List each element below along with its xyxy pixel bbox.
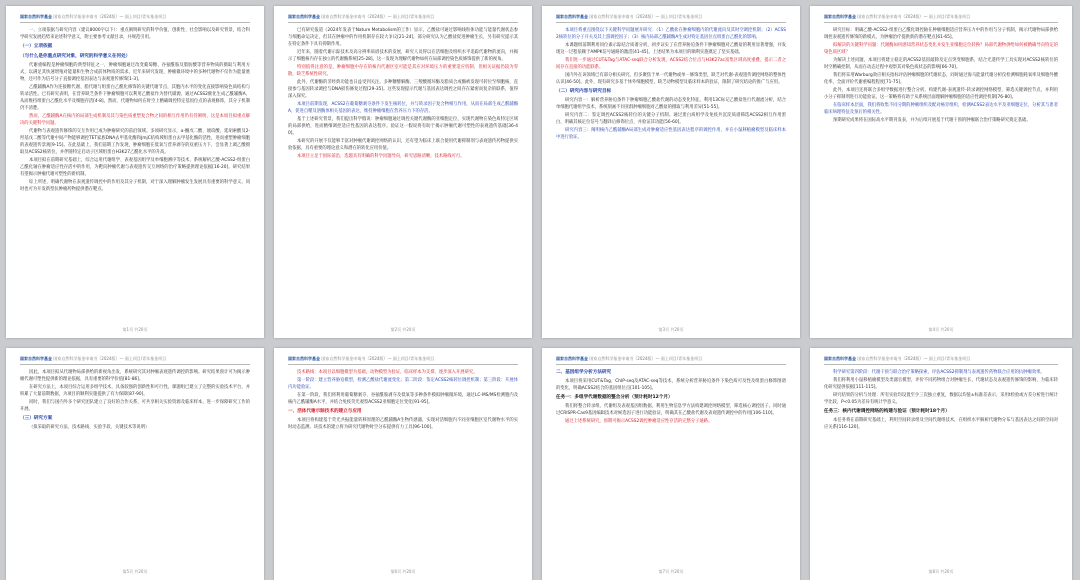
footer-suffix: 页 共20页 [935,569,954,574]
paragraph: 本项目前期发现，ACSS2在葡萄糖剥夺条件下发生核转位，并与转录因子复合物相互作用，从而在局部生成乙酰辅酶A，促进自噬及溶酶体相关基因的表达，维持肿瘤细胞在营养压力下的存活。 [288,102,518,114]
page-footer [6,569,264,575]
paragraph: 综上所述，明确代谢物在表观遗传调控中的作用及其分子机制，对于深入理解肿瘤发生发展具有重要的科学意义，同时也可为开发新型抗肿瘤药物提供潜在靶点。 [20,180,250,192]
footer-suffix: 页 共20页 [665,327,684,332]
header-logo-text: 国家自然科学基金 [288,356,320,361]
footer-suffix: 页 共20页 [397,327,416,332]
paragraph: 本项目将构建基于荧光共振能量转移原理的乙酰辅酶A生物传感器，实现对活细胞内不同亚细胞区室代谢物水平的实时动态监测。该技术的建立将为研究代谢物时空分布提供有力工具[96-100]。 [288,418,518,430]
document-page-5 [6,348,264,580]
paragraph: （拟采取的研究方法、技术路线、实验手段、关键技术等说明） [29,425,150,430]
page-header [288,356,518,365]
header-logo-text: 国家自然科学基金 [20,356,52,361]
header-title: 国家自然科学基金申请书（2024版）— 面上项目/青年基金项目 [321,14,435,19]
header-logo-text: 国家自然科学基金 [556,356,588,361]
footer-prefix: 第 [390,327,395,332]
paragraph: 在研究方法上，本项目综合运用多组学技术，具备较强的创新性和可行性。课题组已建立了完整的实验技术平台，并积累了大量前期数据，为项目的顺利实施提供了有力保障[87-90]。 [20,385,250,397]
paragraph: 基于上述研究背景，我们提出科学假说：肿瘤细胞通过调控关键代谢酶的亚细胞定位，实现代谢物在染色质特定区域的局部供给，进而精细调控适应性基因的表达程序。验证这一假说将有助于揭示肿瘤代谢可塑性的表观遗传基础[36-40]。 [288,117,518,136]
header-title: 国家自然科学基金申请书（2024版）— 面上项目/青年基金项目 [53,14,167,19]
paragraph: 本项目将采用CUT&Tag、ChIP-seq及ATAC-seq等技术，系统分析营养胁迫条件下染色质可及性及组蛋白修饰图谱的变化，明确ACSS2结合的基因组位点[101-105]。 [556,379,786,391]
paragraph: 代谢重编程是肿瘤细胞的典型特征之一，肿瘤细胞通过改变葡萄糖、谷氨酰胺及脂肪酸等营养物质的摄取与利用方式，以满足其快速增殖对能量和生物合成前体物质的需求。近年来研究发现，肿瘤微环境中的多种代谢物不仅作为能量底物，还可作为信号分子直接调控基因表达与表观遗传修饰[1-3]。 [20,63,250,82]
page-header [20,14,250,23]
footer-prefix: 第 [122,327,127,332]
page-footer [6,327,264,333]
paragraph: 然而，乙酰辅酶A在核内的局部生成机制及其与染色质重塑复合物之间的相互作用仍有待阐明，这是本项目拟重点解决的关键科学问题。 [20,114,250,126]
paragraph: 此外，本项目还将联合多组学数据进行整合分析，构建代谢-表观遗传-转录调控网络模型，筛选关键调控节点，并利用小分子抑制剂进行功能验证。这一策略将有助于从系统层面理解肿瘤细胞的适应性调控机制[76-80]。 [824,88,1058,100]
page-header [824,356,1058,365]
paragraph: 我们将利用小鼠移植瘤模型及类器官模型，评价不同药物组合对肿瘤生长、代谢状态及表观遗传修饰的影响，为临床转化研究提供依据[111-115]。 [824,378,1058,390]
paragraph: 研究结果的分析与处理：所有实验均设置至少三次独立重复，数据以均值±标准差表示，采用t检验或方差分析进行统计学比较，P<0.05为差异有统计学意义。 [824,393,1058,405]
page-number: 3 [662,327,666,332]
document-page-1 [6,6,264,338]
paragraph: 研究内容一：解析营养胁迫条件下肿瘤细胞乙酸盐代谢的动态变化特征。利用13C标记乙酸盐进行代谢流分析，结合单细胞代谢组学技术，系统刻画不同亚群肿瘤细胞对乙酸盐的摄取与利用差异[51-55]。 [556,98,786,110]
header-logo-text: 国家自然科学基金 [20,14,52,19]
header-title: 国家自然科学基金申请书（2024版）— 面上项目/青年基金项目 [857,356,971,361]
footer-prefix: 第 [928,327,933,332]
paragraph: 第一阶段：建立营养胁迫模型，检测乙酸盐代谢流变化；第二阶段：鉴定ACSS2核转位调控机制；第三阶段：开展体内功能验证。 [288,378,518,390]
paragraph: 为解决上述问题，本项目将建立稳定的ACSS2基因敲除及定点突变细胞系，结合光遗传学工具实现对ACSS2核转位的时空精确控制，从而在动态过程中观察其对染色质状态的影响[66-70]。 [824,58,1058,70]
section-heading: 任务一：多组学代谢数据的整合分析（预计耗时12个月） [556,395,673,400]
header-title: 国家自然科学基金申请书（2024版）— 面上项目/青年基金项目 [53,356,167,361]
header-logo-text: 国家自然科学基金 [288,14,320,19]
page-header [288,14,518,23]
paragraph: 通过上述系统研究，预期可揭示ACSS2调控肿瘤适应性存活的完整分子通路。 [565,419,713,424]
paragraph: 科学研究第四阶段：代谢干预与联合治疗策略探索，评估ACSS2抑制剂与表观遗传药物联合应用的抗肿瘤效果。 [833,370,1045,375]
header-title: 国家自然科学基金申请书（2024版）— 面上项目/青年基金项目 [589,356,703,361]
document-page-2 [274,6,532,338]
header-title: 国家自然科学基金申请书（2024版）— 面上项目/青年基金项目 [589,14,703,19]
page-footer [274,569,532,575]
paragraph: 本研究的开展不仅能够丰富对肿瘤代谢调控网络的认识，还有望为临床上联合使用代谢抑制剂与表观遗传药物提供实验依据，具有重要的理论意义和潜在的转化应用价值。 [288,139,518,151]
page-header [824,14,1058,23]
document-page-6 [274,348,532,580]
document-page-8 [810,348,1072,580]
page-header [20,356,250,365]
document-page-4 [810,6,1072,338]
footer-suffix: 页 共20页 [935,327,954,332]
paragraph: 研究内容三：阐明核内乙酰辅酶A局部生成对肿瘤适应性基因表达程序的调控作用，并在小鼠移植瘤模型及临床样本中进行验证。 [556,128,786,140]
paragraph: 在第一阶段，我们将利用葡萄糖剥夺、谷氨酰胺剥夺及低氧等多种条件模拟肿瘤微环境，通过LC-MS/MS检测胞内及核内乙酰辅酶A水平，并结合免疫荧光观察ACSS2亚细胞定位变化[91-95]。 [288,393,518,405]
page-number: 5 [126,569,130,574]
paragraph: 乙酰辅酶A作为连接糖代谢、脂代谢与组蛋白乙酰化修饰的关键代谢节点，其胞内水平的变化直接影响染色质结构与转录活性。已有研究表明，在营养缺乏条件下肿瘤细胞可以利用乙酸盐作为替代碳源，通过ACSS2催化生成乙酰辅酶A，从而维持组蛋白乙酰化水平及细胞存活[4-8]。然而，代谢物如何在时空上精确调控特定基因位点的表观修饰，其分子机制仍不清楚。 [20,85,250,111]
paragraph: 代谢物与表观遗传修饰的交互作用已成为肿瘤研究的前沿领域。多项研究显示，α-酮戊二酸、琥珀酸、延胡索酸及2-羟基戊二酸等代谢中间产物能够调控TET家族DNA去甲基化酶和JmjC结构域组蛋白去甲基化酶的活性，进而重塑肿瘤细胞的表观遗传景观[9-15]。在此基础上，我们前期工作发现，肿瘤细胞在低氧与营养剥夺的双重压力下，会显著上调乙酸摄取及ACSS2核转位，并伴随特定启动子区域组蛋白H3K27乙酰化水平的升高。 [20,129,250,155]
page-number: 1 [126,327,130,332]
section-heading: 一、活体代谢示踪技术的建立与应用 [288,409,362,414]
page-footer [274,327,532,333]
page-header [556,14,786,23]
footer-prefix: 第 [928,569,933,574]
section-heading: （二）研究内容与研究目标 [556,89,612,94]
footer-prefix: 第 [658,327,663,332]
paragraph: 我们将采用Warburg效应相关指标评估肿瘤细胞的代谢状态，同时通过海马能量代谢分析仪检测细胞耗氧率及细胞外酸化率，全面评价代谢重编程程度[71-75]。 [824,73,1058,85]
paragraph: 一、立项依据与研究内容（建议8000字以下）：重点阐明研究的科学价值、创新性、社会影响以及研究背景，结合科学研究发展趋势来论述科学意义，附主要参考文献目录，并规范引用。 [20,28,250,40]
section-heading: （三）研究方案 [20,416,53,421]
paragraph: 本项目将重点围绕以下关键科学问题展开研究：（1）乙酸盐在肿瘤细胞内的代谢流向及其时空调控机制；（2）ACSS2核转位的分子开关及其上游调控因子；（3）核内局部乙酰辅酶A生成对特定基因位点组蛋白乙酰化的影响。 [556,28,786,40]
paragraph: 技术路线：本项目以细胞模型为基础，动物模型为验证，临床样本为支撑，逐步深入开展研究。 [297,370,478,375]
page-number: 8 [932,569,936,574]
header-logo-text: 国家自然科学基金 [556,14,588,19]
paragraph: 预期研究成果将在国际高水平期刊发表，并为后续开展基于代谢干预的肿瘤联合治疗策略研究奠定基础。 [833,118,1031,123]
paragraph: 已有研究报道（2024年发表于Nature Metabolism的工作）显示，乙酸盐可通过影响线粒体功能与能量代谢状态参与细胞命运决定，但其在肿瘤中的作用机制存在较大争议[21-24]。部分研究认为乙酸盐促进肿瘤生长，另有研究提示其在特定条件下具有抑制作用。 [288,28,518,47]
page-number: 6 [394,569,398,574]
page-footer [542,569,800,575]
section-heading: （与什么是你重点研究对象，研究的科学意义在何处） [20,54,131,59]
paragraph: 研究内容二：鉴定调控ACSS2核转位的关键分子机制。通过蛋白质组学及免疫共沉淀质谱筛选ACSS2相互作用蛋白，明确其核定位信号与翻译后修饰位点，并验证其功能[56-60]。 [556,113,786,125]
footer-suffix: 页 共20页 [129,569,148,574]
page-footer [542,327,800,333]
document-page-3 [542,6,800,338]
paragraph: 本项目立足于国际前沿，选题具有明确的科学问题导向，研究思路清晰，技术路线可行。 [297,154,465,159]
footer-prefix: 第 [122,569,127,574]
paragraph: 我们将整合转录组、代谢组及表观基因组数据，利用生物信息学方法构建调控网络模型，筛选核心调控因子。同时通过CRISPR-Cas9基因编辑技术对候选因子进行功能验证，明确其在乙酸盐代谢及表观遗传调控中的作用[106-110]。 [556,404,786,416]
paragraph: 在临床样本层面，我们将收集不同分期的肿瘤组织及配对癌旁组织，检测ACSS2表达水平及亚细胞定位，分析其与患者临床病理特征及预后的相关性。 [824,103,1058,115]
section-heading: 二、基因组学分析方法研究 [556,370,612,375]
footer-prefix: 第 [390,569,395,574]
header-title: 国家自然科学基金申请书（2024版）— 面上项目/青年基金项目 [857,14,971,19]
paragraph: 近年来，随着代谢示踪技术及高分辨率质谱技术的发展，研究人员得以在活细胞及组织水平追踪代谢物的流向，并揭示了细胞核内存在独立的代谢酶系统[25-28]。这一发现为理解代谢物如何在局部调控染色质修饰提供了新的视角。 [288,50,518,62]
footer-prefix: 第 [658,569,663,574]
paragraph: 同时，我们与国内外多个研究团队建立了良好的合作关系，可共享相关实验资源及临床样本，进一步保障研究工作的开展。 [20,400,250,412]
paragraph: 本任务将在前期研究基础上，利用空间转录组及空间代谢组技术，在组织水平解析代谢物分布与基因表达之间的空间对应关系[116-120]。 [824,418,1058,430]
paragraph: 本项目拟在前期研究基础上，综合运用代谢组学、表观基因组学及单细胞测序等技术，系统解析乙酸-ACSS2-组蛋白乙酰化轴在肿瘤适应性存活中的作用，为靶向肿瘤代谢与表观遗传交互网络的治疗策略提供理论依据[16-20]。研究结果有望揭示肿瘤代谢可塑性的新机制。 [20,158,250,177]
page-number: 7 [662,569,666,574]
page-footer [810,569,1072,575]
page-number: 2 [394,327,398,332]
page-number: 4 [932,327,936,332]
page-footer [810,327,1072,333]
footer-suffix: 页 共20页 [665,569,684,574]
header-title: 国家自然科学基金申请书（2024版）— 面上项目/青年基金项目 [321,356,435,361]
paragraph: 此外，代谢酶的非经典功能也日益受到关注。多种糖酵解酶、三羧酸循环酶及脂质合成酶被发现可转位至细胞核，直接参与基因转录调控与DNA损伤修复过程[29-35]。这些发现提示代谢与基因表达调控之间存在紧密而复杂的联系，值得深入探究。 [288,80,518,99]
paragraph: 拟解决的关键科学问题：代谢酶如何感知营养状态变化并发生亚细胞定位转换？局部代谢物供给如何被精确导向特定的染色质区域？ [824,43,1058,55]
footer-suffix: 页 共20页 [397,569,416,574]
section-heading: （一）立项依据 [20,44,53,49]
header-logo-text: 国家自然科学基金 [824,356,856,361]
paragraph: 我们进一步通过CUT&Tag与ATAC-seq联合分析发现，ACSS2结合位点与H3K27ac富集区域高度重叠，提示二者之间存在直接的功能联系。 [556,58,786,70]
document-page-7 [542,348,800,580]
paragraph: 国内外在该领域已有部分相关研究，但多聚焦于单一代谢物或单一修饰类型，缺乏对代谢-表观遗传调控网络的整体性认识[46-50]。此外，现有研究多基于体外细胞模型，缺乏动物模型及临床样本的验证，限制了研究结论的推广与应用。 [556,73,786,85]
paragraph: 因此，本项目拟从代谢物局部供给的新视角出发，系统研究其对肿瘤表观遗传调控的影响。研究结果预计可为揭示肿瘤代谢可塑性提供新的理论依据，具有重要的科学价值[81-86]。 [20,370,250,382]
paragraph: 研究目标：明确乙酸-ACSS2-组蛋白乙酰化调控轴在肿瘤细胞适应营养压力中的作用与分子机制，揭示代谢物局部供给调控表观遗传修饰的新模式，为肿瘤治疗提供新的潜在靶点[61-65]。 [824,28,1058,40]
header-logo-text: 国家自然科学基金 [824,14,856,19]
paragraph: 特别值得注意的是，肿瘤细胞中存在的核内代谢区室可能是其应对环境压力的重要适应机制，但相关证据仍较为零散，缺乏系统性研究。 [288,65,518,77]
paragraph: 本课题组前期利用同位素示踪结合质谱分析，初步证实了在营养胁迫条件下肿瘤细胞对乙酸盐的利用显著增强，并发现这一过程依赖于AMPK信号通路的激活[41-45]。上述结果为本项目的顺利实施奠定了坚实基础。 [556,43,786,55]
page-header [556,356,786,365]
footer-suffix: 页 共20页 [129,327,148,332]
section-heading: 任务三：核内代谢调控网络的构建与验证（预计耗时18个月） [824,409,950,414]
